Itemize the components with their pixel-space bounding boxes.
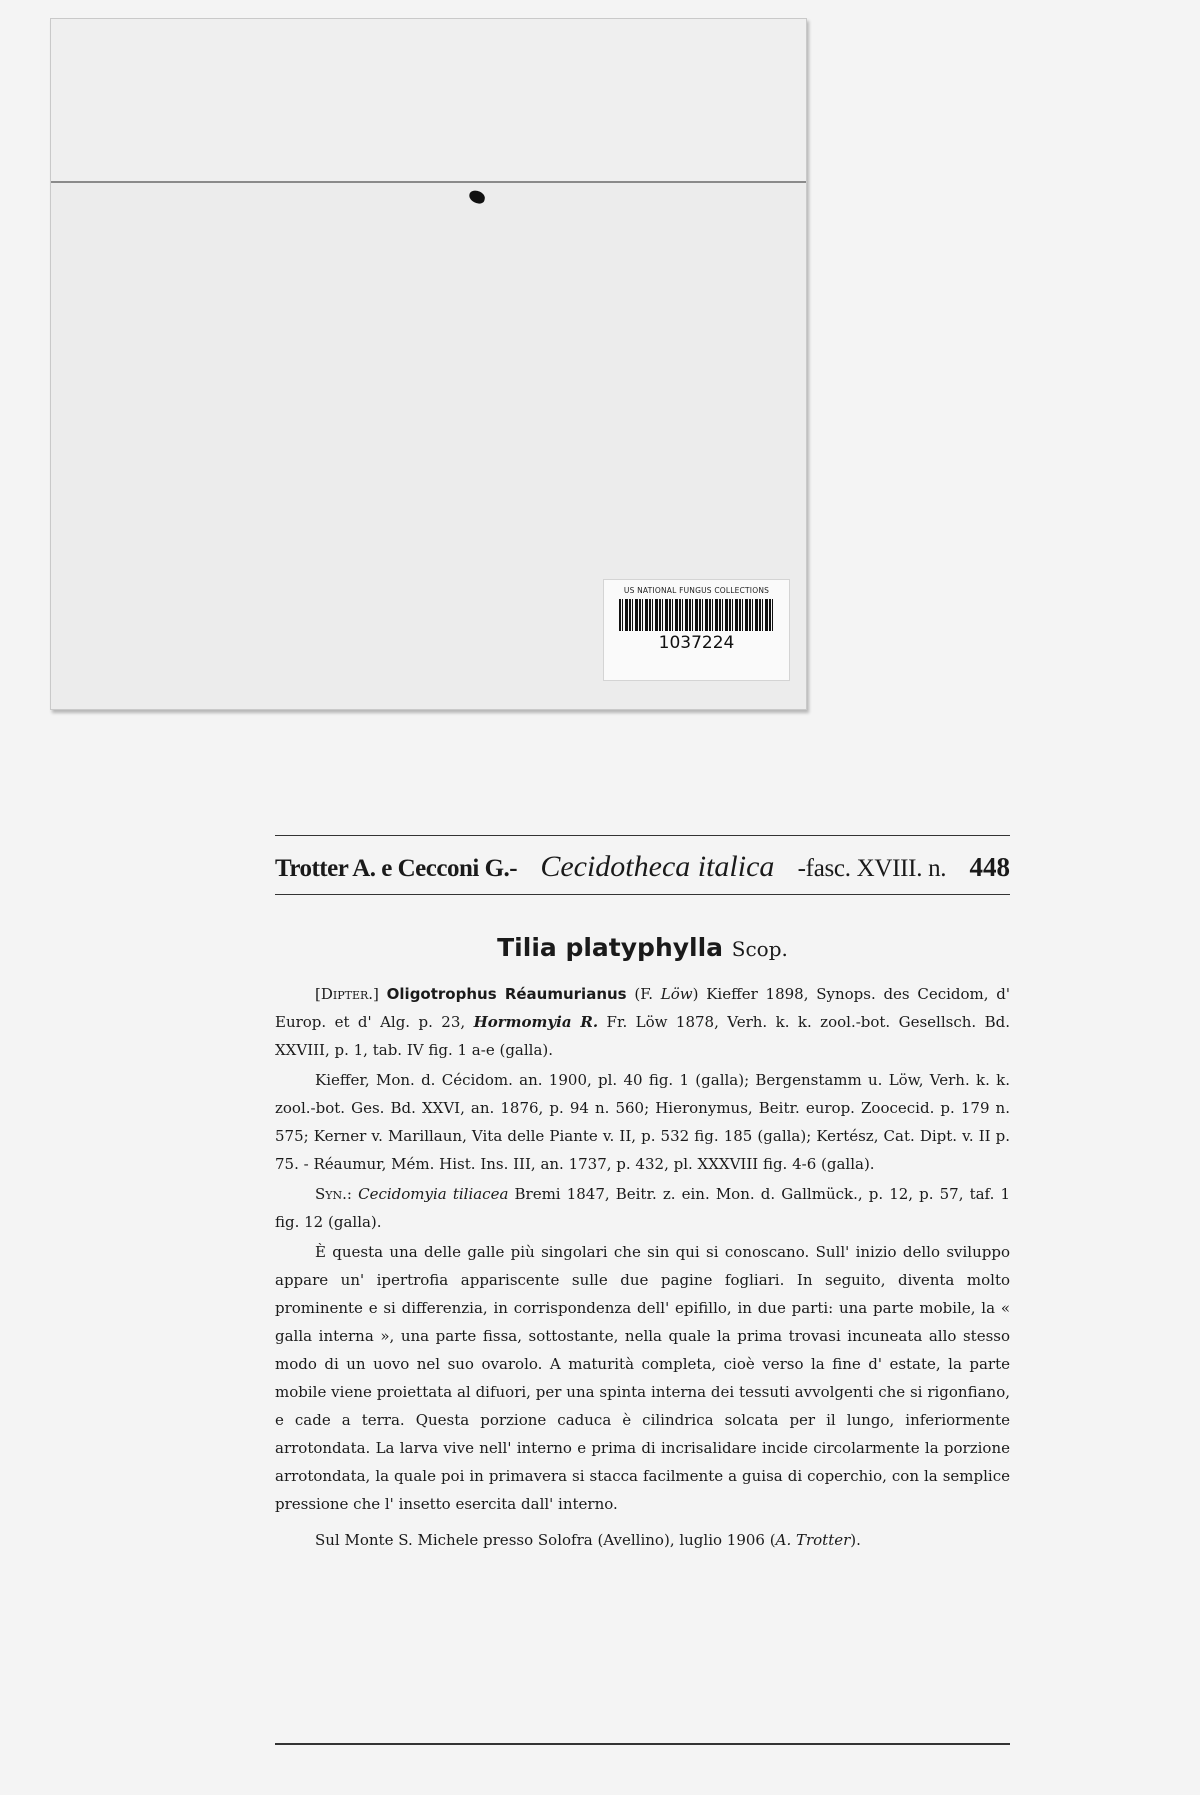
printed-label: [275, 835, 1010, 1554]
collector: A. Trotter: [775, 1531, 851, 1549]
barcode-number: 1037224: [658, 633, 735, 653]
p1-low: Löw: [660, 985, 693, 1003]
synonym-text: Bremi 1847, Beitr. z. ein. Mon. d. Gallmück., p. 12, p. 57, taf. 1 fig. 12 (galla).: [275, 1185, 1010, 1231]
p1-text-2: ) Kieffer 1898, Synops. des Cecidom, d' Europ. et d' Alg. p. 23,: [275, 985, 1011, 1031]
p1-text-1: (F.: [626, 985, 661, 1003]
species-name: Tilia platyphylla: [497, 933, 724, 962]
barcode-label: [603, 579, 790, 681]
synonym-name: Cecidomyia tiliacea: [358, 1185, 509, 1203]
fascicle: -fasc. XVIII. n.: [797, 855, 947, 882]
envelope-flap: [51, 19, 806, 183]
locality-text: Sul Monte S. Michele presso Solofra (Avellino), luglio 1906 (: [315, 1531, 776, 1549]
header-rule: [275, 894, 1010, 895]
species-authority: Scop.: [731, 937, 788, 961]
label-body: [275, 980, 1010, 1518]
barcode-institution: US NATIONAL FUNGUS COLLECTIONS: [623, 586, 770, 595]
label-header: [275, 836, 1010, 894]
order-tag: [Dipter.]: [315, 985, 379, 1003]
species-heading: [275, 933, 1010, 962]
p1-hormomyia: Hormomyia R.: [473, 1013, 599, 1031]
exsiccata-number: 448: [969, 852, 1010, 882]
cecidozoon-name: Oligotrophus Réaumurianus: [386, 985, 627, 1003]
paragraph-cecidozoon: [275, 980, 1010, 1064]
paragraph-synonym: [275, 1180, 1010, 1236]
paragraph-references: Kieffer, Mon. d. Cécidom. an. 1900, pl. 40 fig. 1 (galla); Bergenstamm u. Löw, Verh. k. k. zool.-bot. Ges. Bd. XXVI, an. 1876, p. 94 n. 560; Hieronymus, Beitr. europ. Zoocecid. p. 179 n. 575; Kerner v. Marillaun, Vita delle Piante v. II, p. 532 fig. 185 (galla); Kertész, Cat. Dipt. v. II p. 75. - Réaumur, Mém. Hist. Ins. III, an. 1737, p. 432, pl. XXXVIII fig. 4-6 (galla).: [275, 1071, 1010, 1173]
bottom-rule: [275, 1743, 1010, 1745]
p1-text-3: Fr. Löw 1878, Verh. k. k. zool.-bot. Gesellsch. Bd. XXVIII, p. 1, tab. IV fig. 1 a-e (galla).: [275, 1013, 1010, 1059]
label-authors: Trotter A. e Cecconi G.-: [275, 855, 518, 882]
locality-end: ).: [850, 1531, 861, 1549]
barcode-icon: [619, 599, 775, 631]
series-title: Cecidotheca italica: [540, 850, 775, 883]
ink-mark: [468, 189, 487, 205]
syn-tag: Syn.:: [315, 1185, 352, 1203]
locality-line: [275, 1526, 1010, 1554]
specimen-envelope: [50, 18, 807, 710]
paragraph-description: È questa una delle galle più singolari che sin qui si conoscano. Sull' inizio dello sviluppo appare un' ipertrofia appariscente sulle due pagine fogliari. In seguito, diventa molto prominente e si differenzia, in corrispondenza dell' epifillo, in due parti: una parte mobile, la « galla interna », una parte fissa, sottostante, nella quale la prima trovasi incuneata allo stesso modo di un uovo nel suo ovarolo. A maturità completa, cioè verso la fine d' estate, la parte mobile viene proiettata al difuori, per una spinta interna dei tessuti avvolgenti che si rigonfiano, e cade a terra. Questa porzione caduca è cilindrica solcata per il lungo, inferiormente arrotondata. La larva vive nell' interno e prima di incrisalidare incide circolarmente la porzione arrotondata, la quale poi in primavera si stacca facilmente a guisa di coperchio, con la semplice pressione che l' insetto esercita dall' interno.: [275, 1243, 1010, 1513]
